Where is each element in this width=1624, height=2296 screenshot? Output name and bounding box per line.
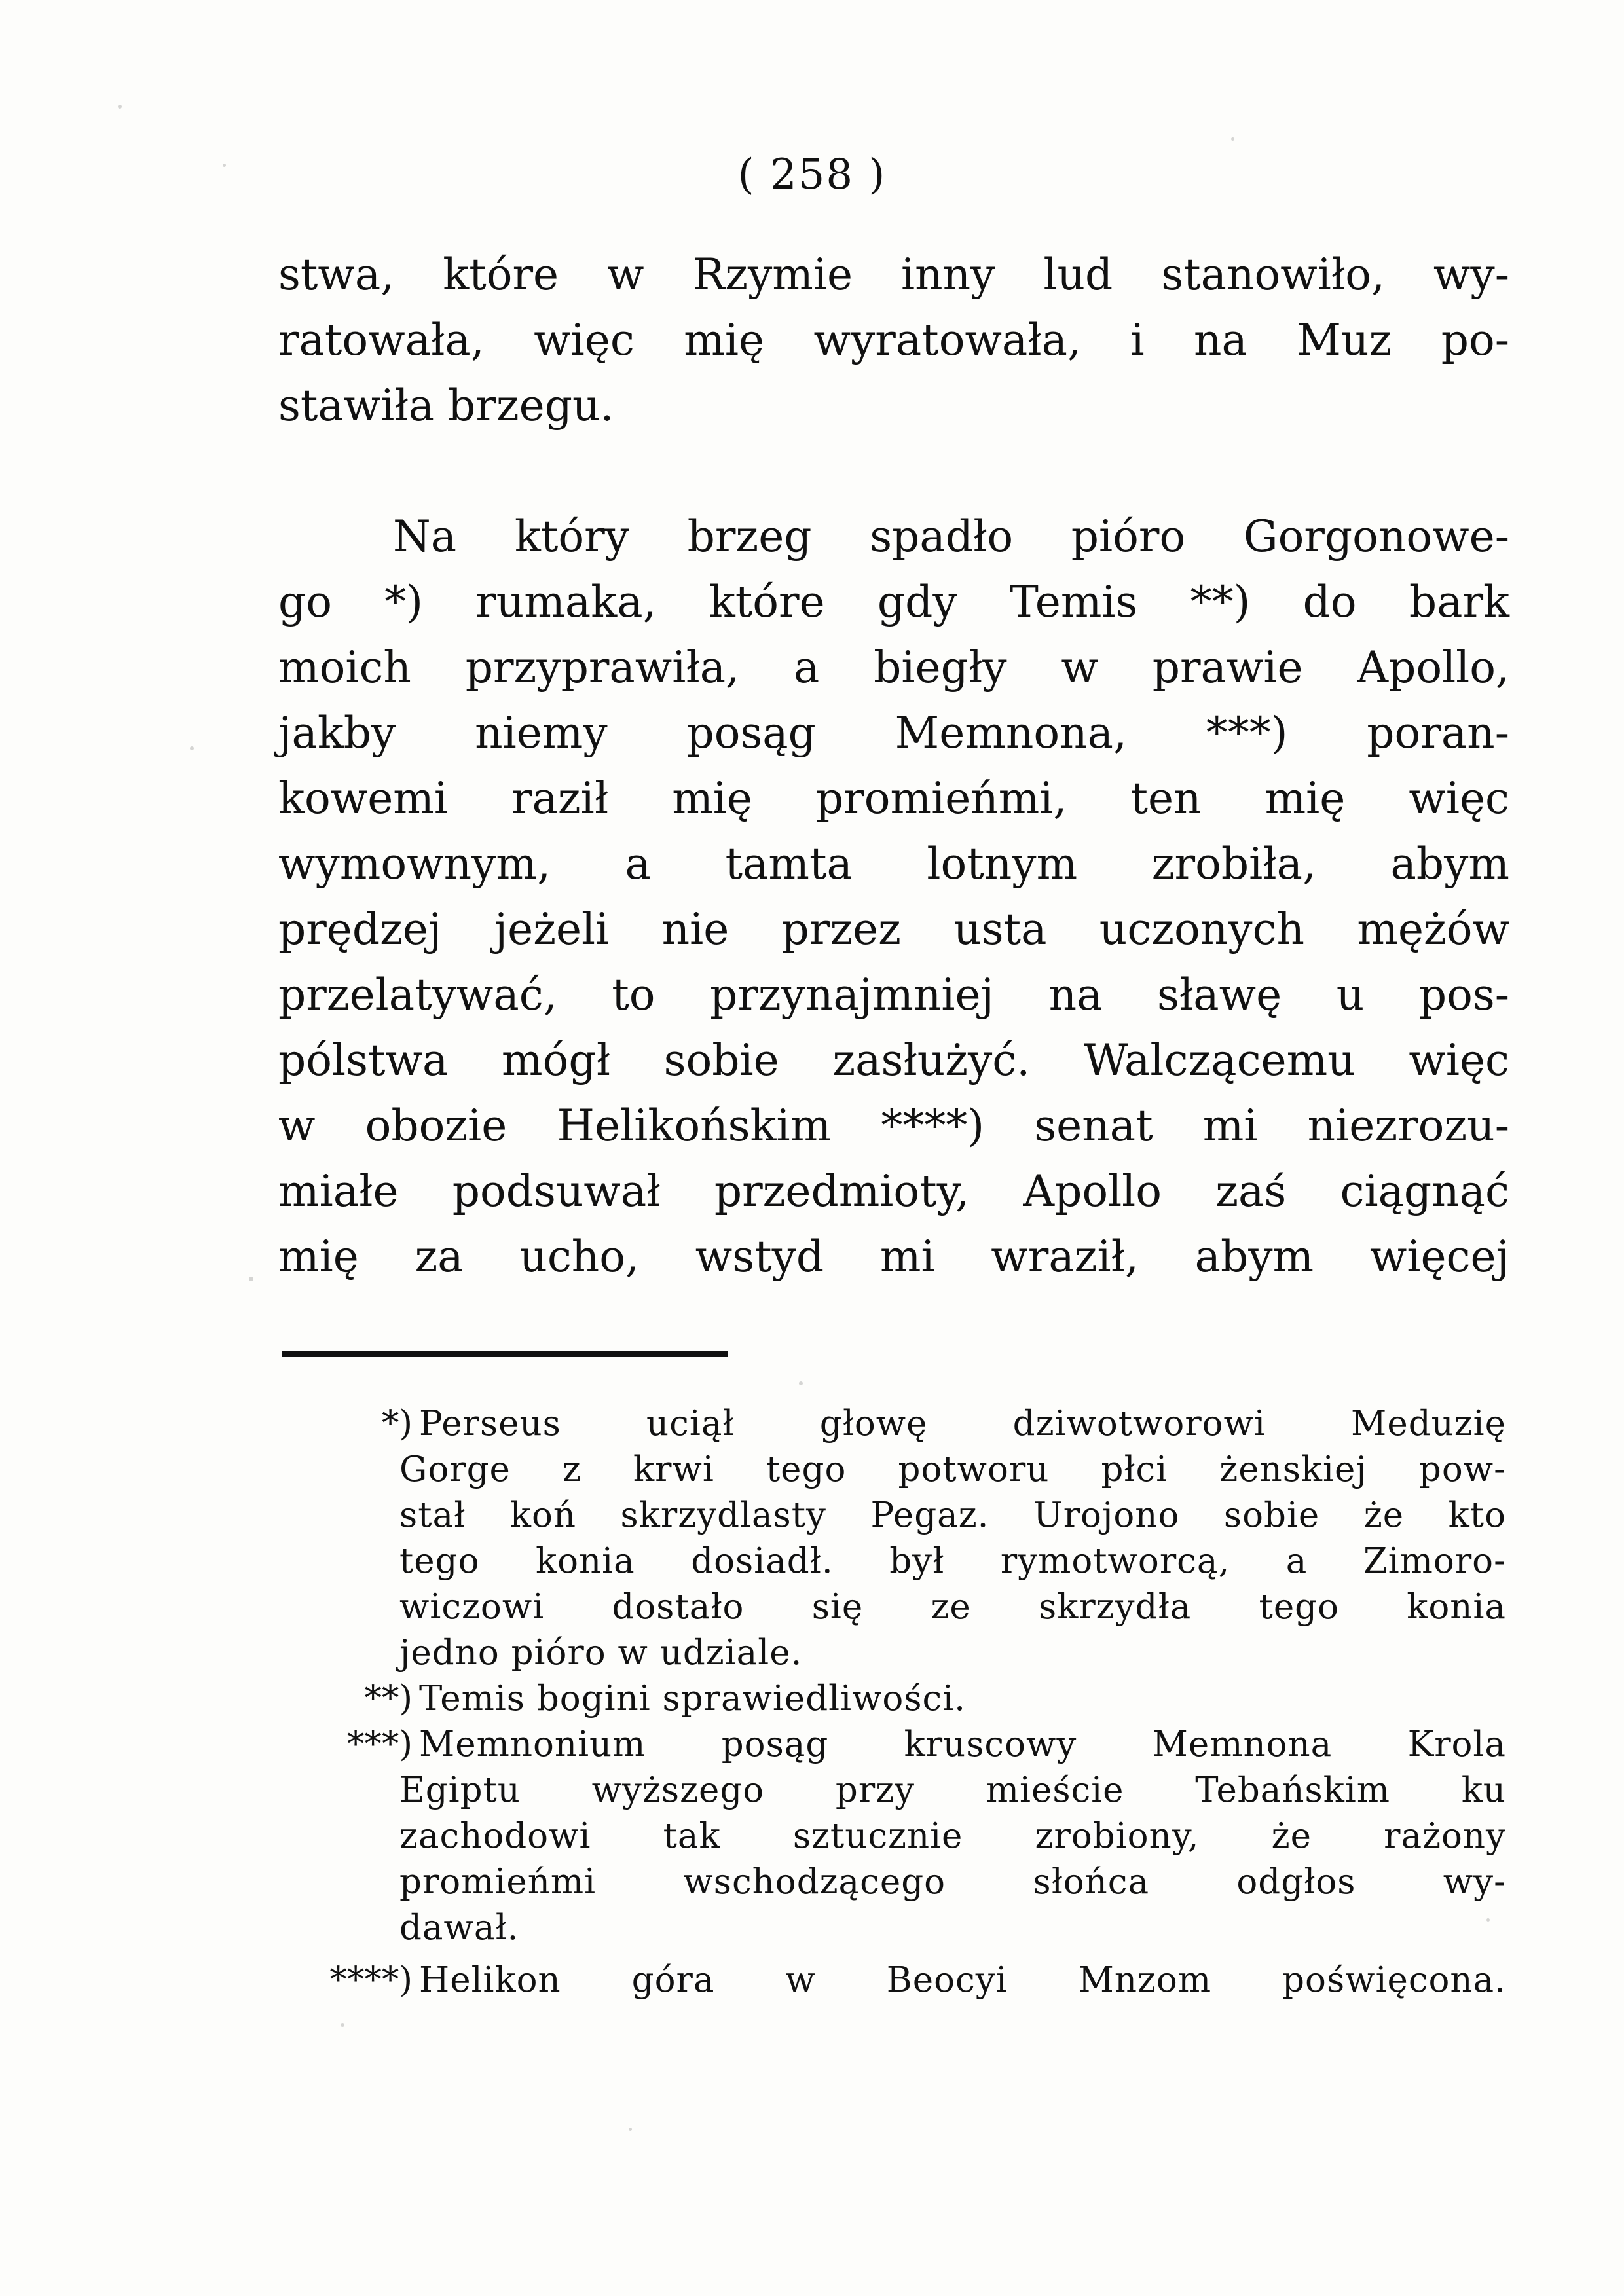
scan-speck — [190, 746, 194, 750]
text-line: Na który brzeg spadło pióro Gorgonowe- — [393, 511, 1509, 562]
footnote-line: promieńmi wschodzącego słońca odgłos wy- — [399, 1862, 1506, 1902]
text-line: stawiła brzegu. — [278, 380, 614, 431]
footnote-separator — [282, 1351, 728, 1357]
scan-speck — [629, 2128, 632, 2131]
text-line: jakby niemy posąg Memnona, ***) poran- — [278, 708, 1509, 758]
footnote-line: jedno pióro w udziale. — [399, 1633, 803, 1673]
text-line: stwa, które w Rzymie inny lud stanowiło, wy- — [278, 249, 1509, 300]
text-line: wymownym, a tamta lotnym zrobiła, abym — [278, 839, 1509, 889]
text-line: moich przyprawiła, a biegły w prawie Apollo, — [278, 642, 1509, 693]
footnote-line: Temis bogini sprawiedliwości. — [419, 1679, 967, 1719]
scan-speck — [1231, 137, 1234, 141]
text-line: pólstwa mógł sobie zasłużyć. Walczącemu więc — [278, 1035, 1509, 1085]
text-line: mię za ucho, wstyd mi wraził, abym więcej — [278, 1231, 1509, 1282]
text-line: przelatywać, to przynajmniej na sławę u pos- — [278, 970, 1509, 1020]
footnote-line: stał koń skrzydlasty Pegaz. Urojono sobie że kto — [399, 1495, 1506, 1535]
footnote-line: Gorge z krwi tego potworu płci żenskiej pow- — [399, 1449, 1506, 1489]
text-line: miałe podsuwał przedmioty, Apollo zaś ciągnąć — [278, 1166, 1509, 1216]
scan-speck — [118, 105, 122, 109]
scan-speck — [341, 2023, 344, 2027]
scan-speck — [799, 1381, 803, 1385]
scan-speck — [223, 164, 226, 167]
text-line: ratowała, więc mię wyratowała, i na Muz po- — [278, 315, 1509, 365]
footnote-line: tego konia dosiadł. był rymotworcą, a Zimoro- — [399, 1541, 1506, 1581]
scan-speck — [1486, 1918, 1490, 1922]
footnote-line: wiczowi dostało się ze skrzydła tego konia — [399, 1587, 1506, 1627]
footnote-marker: **) — [364, 1679, 413, 1719]
text-line: w obozie Helikońskim ****) senat mi niezrozu- — [278, 1101, 1509, 1151]
footnote-marker: ***) — [346, 1724, 413, 1764]
footnote-marker: *) — [381, 1404, 413, 1444]
footnote-line: zachodowi tak sztucznie zrobiony, że rażony — [399, 1816, 1506, 1856]
scan-speck — [249, 1277, 253, 1281]
footnote-line: Helikon góra w Beocyi Mnzom poświęcona. — [419, 1960, 1506, 2000]
text-line: prędzej jeżeli nie przez usta uczonych mężów — [278, 904, 1509, 955]
footnote-line: Egiptu wyższego przy mieście Tebańskim ku — [399, 1770, 1506, 1810]
footnote-line: Memnonium posąg kruscowy Memnona Krola — [419, 1724, 1506, 1764]
page-number: ( 258 ) — [737, 151, 887, 199]
footnote-line: dawał. — [399, 1908, 519, 1948]
footnote-line: Perseus uciął głowę dziwotworowi Meduzię — [419, 1404, 1506, 1444]
footnote-marker: ****) — [329, 1960, 413, 2000]
text-line: go *) rumaka, które gdy Temis **) do bark — [278, 577, 1509, 627]
text-line: kowemi raził mię promieńmi, ten mię więc — [278, 773, 1509, 824]
